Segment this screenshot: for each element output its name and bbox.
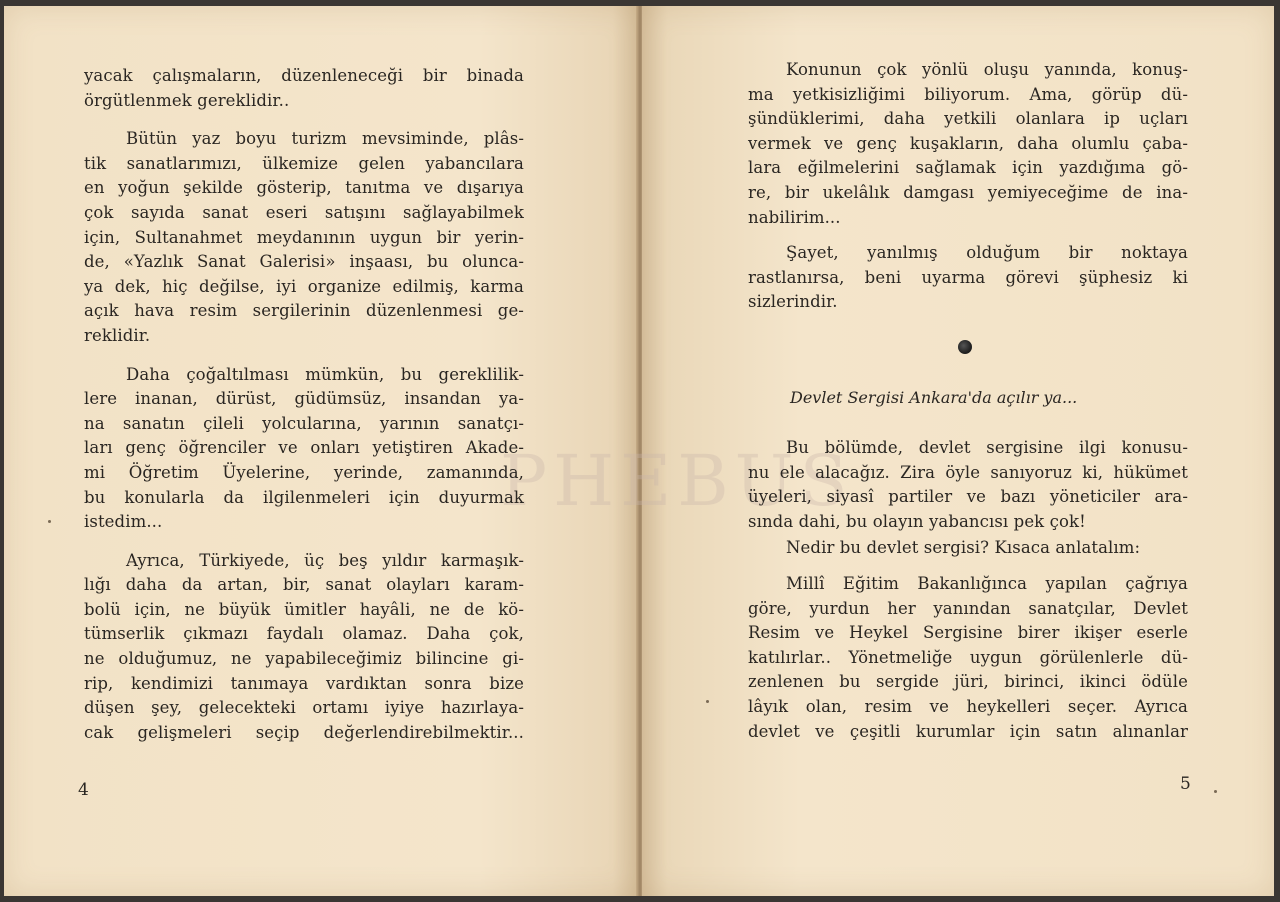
paragraph [748, 436, 1188, 534]
text-line: tümserlik çıkmazı faydalı olamaz. Daha çok, [84, 624, 524, 644]
text-line: en yoğun şekilde gösterip, tanıtma ve dışarıya [84, 178, 524, 198]
text-line: lere inanan, dürüst, güdümsüz, insandan ya- [84, 389, 524, 409]
text-line: devlet ve çeşitli kurumlar için satın alınanlar [748, 721, 1188, 741]
section-ornament [958, 340, 972, 354]
text-line: göre, yurdun her yanından sanatçılar, Devlet [748, 598, 1188, 618]
watermark: PHEBUS [500, 440, 854, 522]
right-page-text-bottom [748, 436, 1188, 755]
text-line: açık hava resim sergilerinin düzenlenmesi ge- [84, 301, 524, 321]
page-number-right: 5 [1180, 774, 1191, 794]
text-line: Daha çoğaltılması mümkün, bu gereklilik- [126, 364, 524, 384]
text-line: çok sayıda sanat eseri satışını sağlayabilmek [84, 202, 524, 222]
text-line: Ayrıca, Türkiyede, üç beş yıldır karmaşık- [126, 550, 524, 570]
text-line: ya dek, hiç değilse, iyi organize edilmiş, karma [84, 276, 524, 296]
text-line: tik sanatlarımızı, ülkemize gelen yabancılara [84, 153, 524, 173]
text-line: şündüklerimi, daha yetkili olanlara ip uçları [748, 109, 1188, 129]
text-line: Bu bölümde, devlet sergisine ilgi konusu- [786, 438, 1188, 457]
text-line: düşen şey, gelecekteki ortamı iyiye hazırlaya- [84, 698, 524, 718]
text-line: re, bir ukelâlık damgası yemiyeceğime de ina- [748, 182, 1188, 202]
text-line: bolü için, ne büyük ümitler hayâli, ne de kö- [84, 599, 524, 619]
paragraph [84, 363, 524, 535]
text-line: vermek ve genç kuşakların, daha olumlu çaba- [748, 133, 1188, 153]
text-line: Resim ve Heykel Sergisine birer ikişer eserle [748, 623, 1188, 643]
text-line: sında dahi, bu olayın yabancısı pek çok! [748, 511, 1086, 531]
text-line: reklidir. [84, 325, 151, 345]
paragraph [748, 241, 1188, 315]
paper-speck [48, 520, 51, 523]
text-line: üyeleri, siyasî partiler ve bazı yöneticiler ara- [748, 487, 1188, 507]
paragraph [748, 572, 1188, 744]
text-line: lığı daha da artan, bir, sanat olayları karam- [84, 575, 524, 595]
text-line: örgütlenmek gereklidir.. [84, 90, 290, 110]
paragraph [748, 58, 1188, 230]
text-line: bu konularla da ilgilenmeleri için duyurmak [84, 487, 524, 507]
text-line: sizlerindir. [748, 292, 838, 312]
text-line: lâyık olan, resim ve heykelleri seçer. Ayrıca [748, 696, 1188, 716]
paragraph [748, 536, 1188, 561]
text-line: ları genç öğrenciler ve onları yetiştiren Akade- [84, 438, 524, 458]
right-page-text-top [748, 58, 1188, 326]
paragraph [84, 64, 524, 113]
text-line: nu ele alacağız. Zira öyle sanıyoruz ki, hükümet [748, 462, 1188, 482]
text-line: na sanatın çileli yolcularına, yarının sanatçı- [84, 413, 524, 433]
text-line: Şayet, yanılmış olduğum bir noktaya [786, 243, 1188, 263]
text-line: ne olduğumuz, ne yapabileceğimiz bilincine gi- [84, 649, 524, 669]
text-line: Nedir bu devlet sergisi? Kısaca anlatalım: [786, 538, 1141, 558]
text-line: lara eğilmelerini sağlamak için yazdığıma gö- [748, 158, 1188, 178]
paper-speck [706, 700, 709, 703]
text-line: için, Sultanahmet meydanının uygun bir yerin- [84, 227, 524, 247]
text-line: mi Öğretim Üyelerine, yerinde, zamanında, [84, 462, 524, 482]
text-line: rip, kendimizi tanımaya vardıktan sonra bize [84, 673, 524, 693]
text-line: nabilirim... [748, 207, 841, 227]
paper-speck [1214, 790, 1217, 793]
text-line: Konunun çok yönlü oluşu yanında, konuş- [786, 60, 1188, 79]
text-line: ma yetkisizliğimi biliyorum. Ama, görüp dü- [748, 84, 1188, 104]
text-line: cak gelişmeleri seçip değerlendirebilmektir... [84, 722, 524, 742]
text-line: yacak çalışmaların, düzenleneceği bir binada [84, 66, 524, 85]
text-line: katılırlar.. Yönetmeliğe uygun görülenlerle dü- [748, 647, 1188, 667]
page-number-left: 4 [78, 780, 89, 800]
text-line: Millî Eğitim Bakanlığınca yapılan çağrıya [786, 573, 1188, 593]
text-line: zenlenen bu sergide jüri, birinci, ikinci ödüle [748, 672, 1188, 692]
text-line: Bütün yaz boyu turizm mevsiminde, plâs- [126, 129, 524, 149]
paragraph [84, 549, 524, 746]
left-page-text [84, 64, 524, 756]
section-heading: Devlet Sergisi Ankara'da açılır ya... [790, 388, 1078, 407]
paragraph [84, 127, 524, 348]
text-line: de, «Yazlık Sanat Galerisi» inşaası, bu olunca- [84, 252, 524, 272]
text-line: rastlanırsa, beni uyarma görevi şüphesiz ki [748, 267, 1188, 287]
text-line: istedim... [84, 512, 163, 532]
